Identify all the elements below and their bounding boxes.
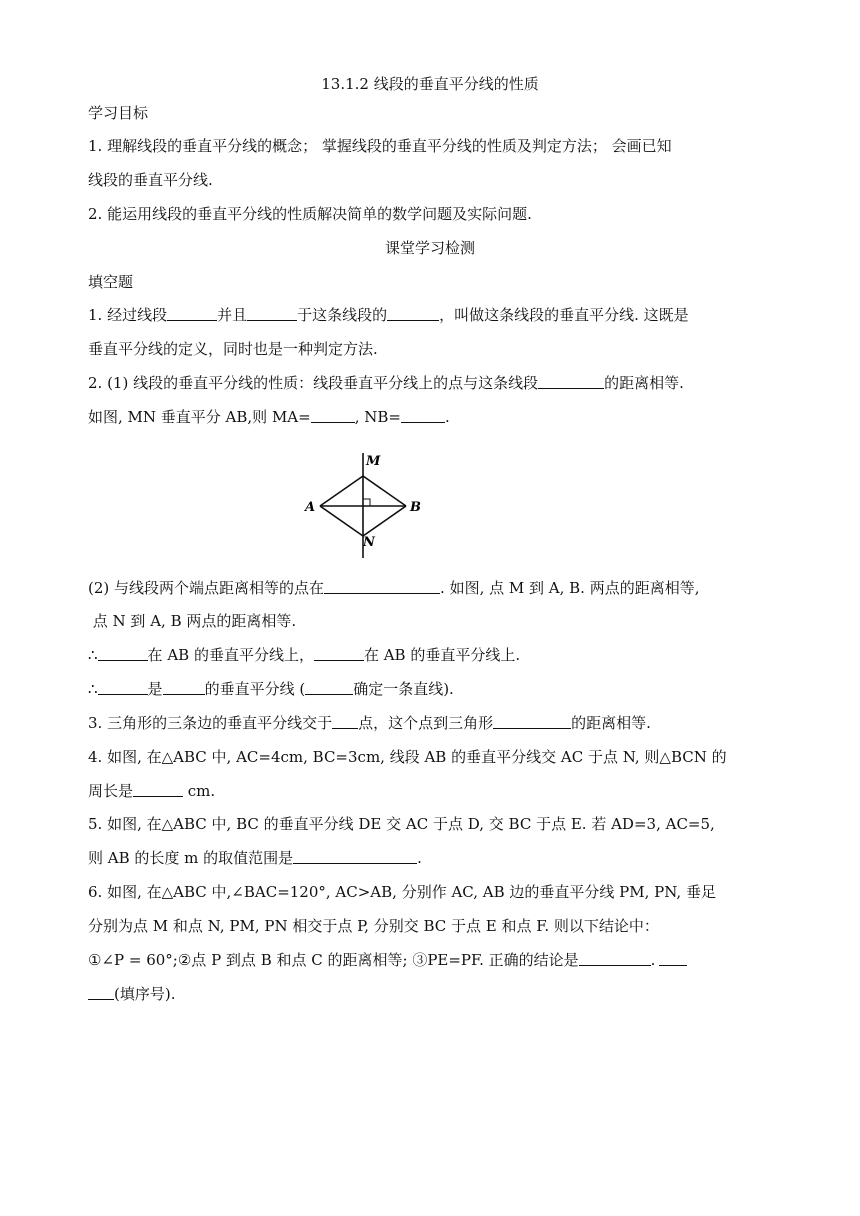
q2-text-k: 的垂直平分线 ( (204, 680, 306, 698)
objective-1-line-2: 线段的垂直平分线. (88, 171, 213, 189)
blank (163, 679, 205, 695)
q2-text-f: (2) 与线段两个端点距离相等的点在 (88, 579, 325, 597)
therefore-symbol: ∴ (88, 646, 98, 664)
blank (579, 950, 651, 966)
q1-text-d: ，叫做这条线段的垂直平分线. 这既是 (439, 306, 689, 324)
segment-mb (363, 476, 406, 506)
question-1-line-2: 垂直平分线的定义，同时也是一种判定方法. (88, 340, 378, 358)
q2-text-i: 在 AB 的垂直平分线上. (363, 646, 521, 664)
label-b: B (410, 500, 421, 515)
blank (493, 713, 571, 729)
objective-1-line-1: 1. 理解线段的垂直平分线的概念； 掌握线段的垂直平分线的性质及判定方法； 会画已知 (88, 137, 672, 155)
q6-text-c: (填序号). (114, 985, 176, 1003)
blank (332, 713, 358, 729)
q4-text-a: 周长是 (88, 782, 134, 800)
blank (98, 679, 148, 695)
label-m: M (366, 454, 381, 469)
question-4-line-1: 4. 如图, 在△ABC 中, AC=4cm, BC=3cm, 线段 AB 的垂直平分线交 AC 于点 N, 则△BCN 的 (88, 748, 727, 766)
segment-na (320, 506, 363, 536)
therefore-symbol: ∴ (88, 680, 98, 698)
section-subheading: 填空题 (88, 273, 134, 291)
q2-text-j: 是 (147, 680, 163, 698)
question-6-line-4 (88, 984, 175, 1004)
q1-text-a: 1. 经过线段 (88, 306, 168, 324)
q6-text-a: ①∠P = 60°;②点 P 到点 B 和点 C 的距离相等; ③PE=PF. 正确的结论是 (88, 951, 579, 969)
blank (401, 407, 445, 423)
q2-text-g: . 如图, 点 M 到 A, B. 两点的距离相等, (440, 579, 700, 597)
question-5-line-2 (88, 848, 422, 868)
q2-text-l: 确定一条直线). (353, 680, 454, 698)
q2-text-a: 2. (1) 线段的垂直平分线的性质：线段垂直平分线上的点与这条线段 (88, 374, 539, 392)
blank (305, 679, 353, 695)
question-5-line-1: 5. 如图, 在△ABC 中, BC 的垂直平分线 DE 交 AC 于点 D, 交 BC 于点 E. 若 AD=3, AC=5, (88, 815, 715, 833)
q5-text-b: . (417, 849, 422, 867)
blank (247, 305, 297, 321)
question-1-line-1 (88, 305, 689, 325)
question-6-line-2: 分别为点 M 和点 N, PM, PN 相交于点 P, 分别交 BC 于点 E 和点 F. 则以下结论中： (88, 917, 659, 935)
label-n: N (363, 535, 375, 550)
q6-text-b: . (650, 951, 656, 969)
q3-text-b: 点，这个点到三角形 (358, 714, 494, 732)
q5-text-a: 则 AB 的长度 m 的取值范围是 (88, 849, 294, 867)
question-3 (88, 713, 651, 733)
section-title: 课堂学习检测 (384, 239, 475, 257)
q4-text-b: cm. (183, 782, 216, 800)
page-title: 13.1.2 线段的垂直平分线的性质 (321, 75, 539, 93)
blank (659, 950, 687, 966)
question-2-part-2-line-2: 点 N 到 A, B 两点的距离相等. (88, 612, 297, 630)
right-angle-mark (363, 499, 370, 506)
blank (311, 407, 355, 423)
question-2-part-2-line-4 (88, 679, 454, 699)
q2-text-e: . (444, 408, 450, 426)
blank (314, 645, 364, 661)
q2-text-d: , NB= (354, 408, 401, 426)
blank (167, 305, 217, 321)
question-2-line-2 (88, 407, 450, 427)
objectives-heading: 学习目标 (88, 104, 149, 122)
blank (88, 984, 114, 1000)
q1-text-b: 并且 (217, 306, 248, 324)
question-2-part-2-line-3 (88, 645, 520, 665)
q2-text-b: 的距离相等. (604, 374, 684, 392)
q2-text-c: 如图, MN 垂直平分 AB,则 MA= (88, 408, 311, 426)
blank (387, 305, 439, 321)
q2-text-h: 在 AB 的垂直平分线上， (147, 646, 314, 664)
blank (538, 373, 604, 389)
question-6-line-3 (88, 950, 687, 970)
perpendicular-bisector-figure (300, 448, 430, 563)
blank (133, 781, 183, 797)
label-a: A (305, 500, 316, 515)
question-4-line-2 (88, 781, 215, 801)
q3-text-a: 3. 三角形的三条边的垂直平分线交于 (88, 714, 333, 732)
blank (293, 848, 417, 864)
segment-nb (363, 506, 406, 536)
blank (98, 645, 148, 661)
objective-2: 2. 能运用线段的垂直平分线的性质解决简单的数学问题及实际问题. (88, 205, 532, 223)
blank (324, 578, 440, 594)
q1-text-c: 于这条线段的 (297, 306, 388, 324)
segment-ma (320, 476, 363, 506)
question-6-line-1: 6. 如图, 在△ABC 中,∠BAC=120°, AC>AB, 分别作 AC, AB 边的垂直平分线 PM, PN, 垂足 (88, 883, 716, 901)
question-2-part-2-line-1 (88, 578, 699, 598)
q3-text-c: 的距离相等. (571, 714, 651, 732)
question-2-line-1 (88, 373, 684, 393)
